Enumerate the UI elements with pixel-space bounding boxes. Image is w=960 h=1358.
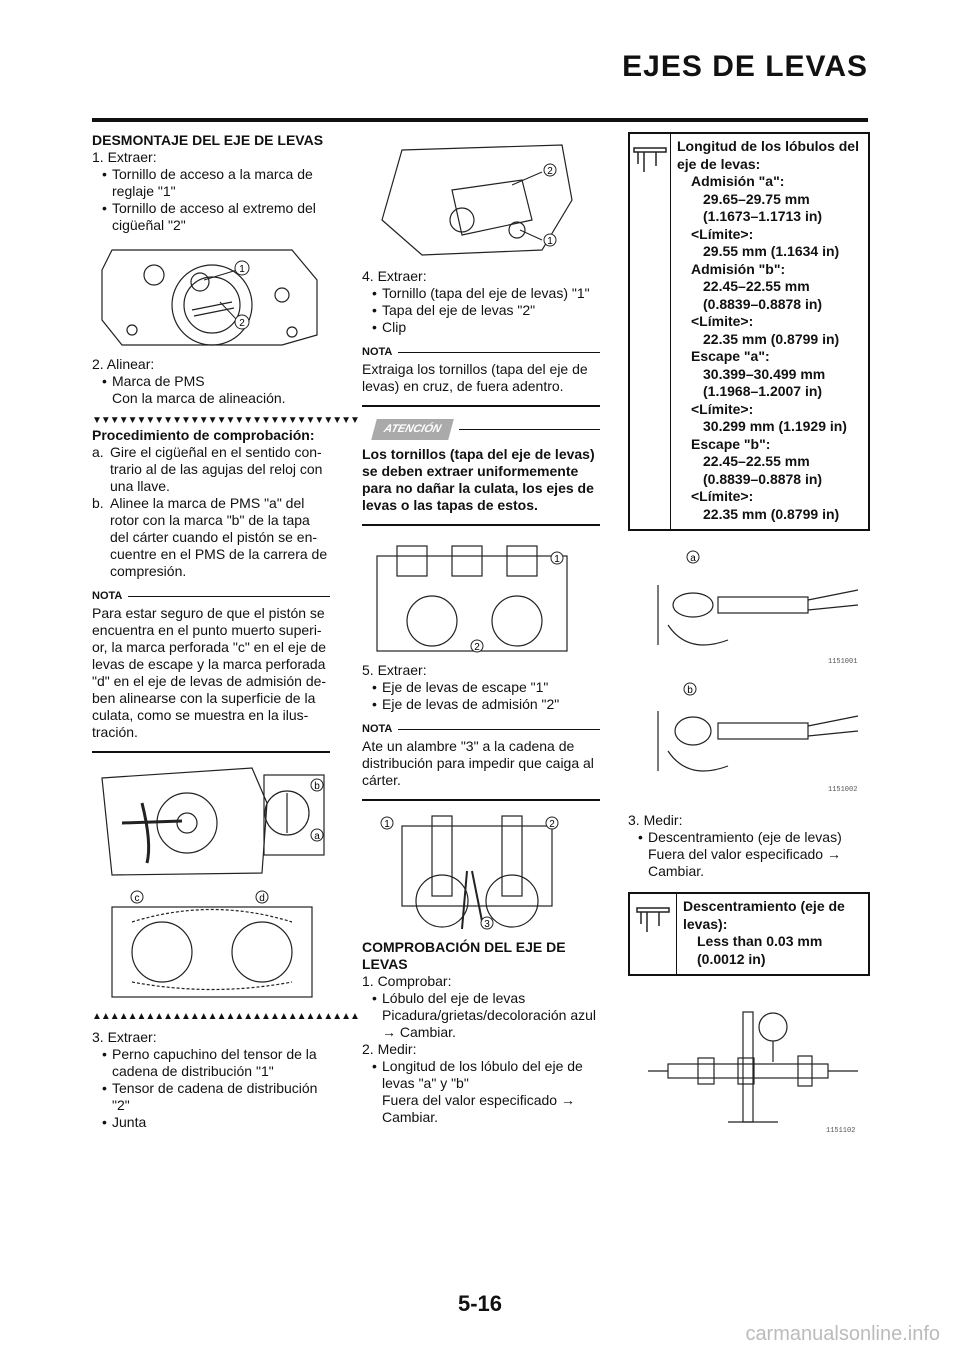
spec-line: 22.45–22.55 mm xyxy=(703,453,810,469)
spec-title: Descentramiento (eje de levas): xyxy=(683,898,845,932)
step-3-item: • Junta xyxy=(92,1114,330,1131)
step-3-item: • Tensor de cadena de distribución "2" xyxy=(92,1080,330,1114)
title-rule xyxy=(92,118,868,122)
fig-label-2: 2 xyxy=(549,819,555,830)
step-3: 3. Extraer: xyxy=(92,1029,157,1045)
procedure-heading: Procedimiento de comprobación: xyxy=(92,427,315,443)
step-3-measure: 3. Medir: xyxy=(628,812,683,828)
spec-line: Admisión "b": xyxy=(691,260,786,277)
section-heading-check: COMPROBACIÓN DEL EJE DE LEVAS xyxy=(362,939,566,972)
check-step-1-item: • Lóbulo del eje de levas xyxy=(362,990,600,1007)
watermark: carmanualsonline.info xyxy=(745,1323,940,1345)
procedure-item-a: a. Gire el cigüeñal en el sentido con-trario al de las agujas del reloj con una llave. xyxy=(92,444,323,494)
spec-line: <Límite>: xyxy=(691,400,754,417)
figure-measure-lobe-a xyxy=(628,545,870,675)
atencion-heading: ATENCIÓN xyxy=(362,419,600,440)
nota-heading: NOTA xyxy=(362,721,600,738)
procedure-item-b: b. Alinee la marca de PMS "a" del rotor con la marca "b" de la tapa del cárter cuando el pistón se en-cuentre en el PMS de la carrera de compresión. xyxy=(92,495,328,579)
fig-label-1: 1 xyxy=(547,236,553,247)
spec-line: <Límite>: xyxy=(691,313,754,329)
step-2: 2. Alinear: xyxy=(92,356,155,372)
spec-value: (0.0012 in) xyxy=(697,950,766,967)
fig-label-1: 1 xyxy=(554,554,560,565)
column-right xyxy=(628,132,870,1148)
fig-label-a: a xyxy=(690,553,696,564)
step-5: 5. Extraer: xyxy=(362,662,427,678)
procedure-start-marker: ▼▼▼▼▼▼▼▼▼▼▼▼▼▼▼▼▼▼▼▼▼▼▼▼▼▼▼▼▼▼ xyxy=(92,415,359,426)
fig-label-a: a xyxy=(314,831,320,842)
spec-value: Less than 0.03 mm xyxy=(697,933,823,949)
section-heading-removal: DESMONTAJE DEL EJE DE LEVAS xyxy=(92,132,324,148)
spec-title: Longitud de los lóbulos del eje de levas: xyxy=(677,138,859,172)
atencion-end-rule xyxy=(362,524,600,526)
spec-line: 22.35 mm (0.8799 in) xyxy=(703,505,840,522)
page-number: 5-16 xyxy=(457,1291,503,1316)
step-5-item: • Eje de levas de admisión "2" xyxy=(362,696,600,713)
atencion-text: Los tornillos (tapa del eje de levas) se deben extraer uniformemente para no dañar la culata, los ejes de levas o las tapas de estos. xyxy=(362,446,595,513)
nota-end-rule xyxy=(92,751,330,753)
step-4-item: • Tapa del eje de levas "2" xyxy=(362,302,600,319)
nota-text: Extraiga los tornillos (tapa del eje de levas) en cruz, de fuera adentro. xyxy=(362,361,588,394)
figure-camshaft-marks xyxy=(92,887,330,1005)
spec-box-runout xyxy=(628,892,870,976)
figure-code: 1151001 xyxy=(828,658,858,666)
step-1-item: • Tornillo de acceso a la marca de reglaje "1" xyxy=(92,166,330,200)
spec-line: <Límite>: xyxy=(691,225,754,242)
figure-tensor xyxy=(362,140,600,262)
check-step-2-item: • Longitud de los lóbulo del eje de levas "a" y "b" xyxy=(362,1058,600,1092)
fig-label-1: 1 xyxy=(239,264,245,275)
step-3-measure-sub: Fuera del valor especificado → Cambiar. xyxy=(648,846,841,879)
spec-line: <Límite>: xyxy=(691,488,754,504)
spec-line: Escape "a": xyxy=(691,348,770,364)
nota-heading: NOTA xyxy=(362,344,600,361)
step-4: 4. Extraer: xyxy=(362,268,427,284)
spec-line: Escape "b": xyxy=(691,435,771,452)
spec-line: 22.35 mm (0.8799 in) xyxy=(703,330,840,347)
check-step-1-sub: Picadura/grietas/decoloración azul → Cambiar. xyxy=(382,1007,597,1040)
figure-code: 1151102 xyxy=(826,1127,856,1135)
spec-line: (1.1968–1.2007 in) xyxy=(703,383,823,399)
nota-end-rule xyxy=(362,799,600,801)
fig-label-2: 2 xyxy=(474,642,480,653)
fig-label-2: 2 xyxy=(547,166,553,177)
spec-line: 30.299 mm (1.1929 in) xyxy=(703,418,847,434)
spec-line: (0.8839–0.8878 in) xyxy=(703,470,823,487)
spec-runout-body xyxy=(677,894,868,974)
step-4-item: • Tornillo (tapa del eje de levas) "1" xyxy=(362,285,600,302)
nota-heading: NOTA xyxy=(92,588,330,605)
nota-text: Para estar seguro de que el pistón se encuentra en el punto muerto superi-or, la marca perforada "c" en el eje de levas de escape y la marca perforada "d" en el eje de levas de admisión de-ben alinearse con la superficie de la culata, como se muestra en la ilus-tración. xyxy=(92,605,327,740)
procedure-end-marker: ▲▲▲▲▲▲▲▲▲▲▲▲▲▲▲▲▲▲▲▲▲▲▲▲▲▲▲▲▲▲ xyxy=(92,1011,359,1022)
fig-label-2: 2 xyxy=(239,318,245,329)
figure-camshaft-caps xyxy=(362,536,600,656)
fig-label-b: b xyxy=(314,781,320,792)
spec-box-lobe-length xyxy=(628,132,870,531)
spec-lobe-length-body xyxy=(671,134,868,529)
check-step-2: 2. Medir: xyxy=(362,1041,417,1057)
spec-line: (1.1673–1.1713 in) xyxy=(703,208,823,224)
column-middle xyxy=(362,140,600,1126)
step-5-item: • Eje de levas de escape "1" xyxy=(362,679,600,696)
spec-line: 22.45–22.55 mm xyxy=(703,278,810,294)
fig-label-3: 3 xyxy=(484,919,490,930)
spec-line: 29.55 mm (1.1634 in) xyxy=(703,243,840,259)
nota-end-rule xyxy=(362,405,600,407)
fig-label-d: d xyxy=(259,893,265,904)
spec-line: Admisión "a": xyxy=(691,173,785,189)
figure-tdc-rotor xyxy=(92,763,330,881)
step-2-sub: Con la marca de alineación. xyxy=(112,390,286,406)
figure-code: 1151002 xyxy=(828,786,858,794)
fig-label-1: 1 xyxy=(384,819,390,830)
figure-runout-dial xyxy=(628,992,870,1142)
step-1: 1. Extraer: xyxy=(92,149,157,165)
figure-camshafts-wire xyxy=(362,811,600,933)
nota-text: Ate un alambre "3" a la cadena de distribución para impedir que caiga al cárter. xyxy=(362,738,594,788)
step-3-measure-item: • Descentramiento (eje de levas) xyxy=(628,829,870,846)
column-left xyxy=(92,132,359,1131)
caliper-icon xyxy=(630,894,677,974)
spec-line: 30.399–30.499 mm xyxy=(703,365,826,382)
step-1-item: • Tornillo de acceso al extremo del cigüeñal "2" xyxy=(92,200,330,234)
step-4-item: • Clip xyxy=(362,319,600,336)
figure-crankcase-cover xyxy=(92,240,330,350)
spec-line: (0.8839–0.8878 in) xyxy=(703,295,823,312)
check-step-2-sub: Fuera del valor especificado → Cambiar. xyxy=(382,1092,575,1125)
fig-label-c: c xyxy=(134,893,140,904)
spec-line: 29.65–29.75 mm xyxy=(703,190,810,207)
fig-label-b: b xyxy=(687,685,693,696)
figure-measure-lobe-b xyxy=(628,681,870,806)
step-2-item: • Marca de PMS xyxy=(92,373,330,390)
check-step-1: 1. Comprobar: xyxy=(362,973,452,989)
page-title: EJES DE LEVAS xyxy=(622,50,868,83)
caliper-icon xyxy=(630,134,671,529)
step-3-item: • Perno capuchino del tensor de la cadena de distribución "1" xyxy=(92,1046,330,1080)
